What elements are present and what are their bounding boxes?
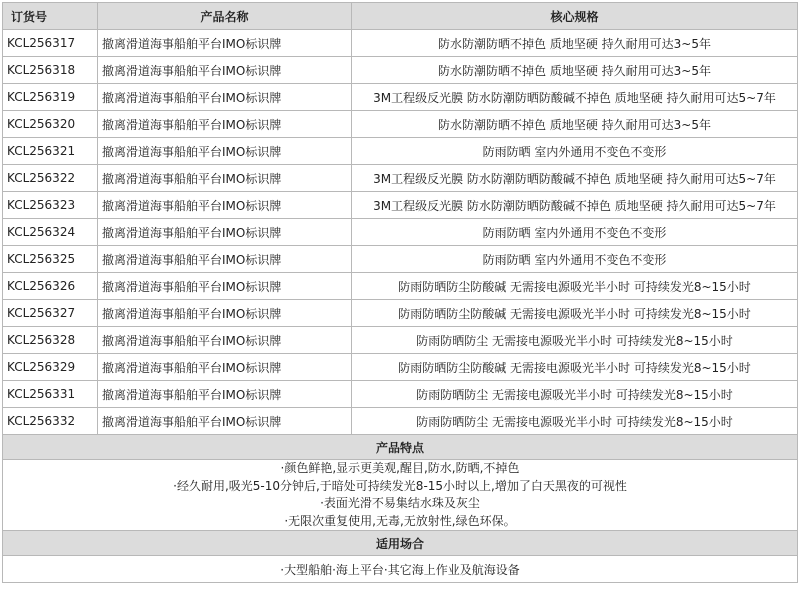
core-spec-cell: 3M工程级反光膜 防水防潮防晒防酸碱不掉色 质地坚硬 持久耐用可达5~7年 (352, 165, 798, 192)
table-row (3, 219, 798, 246)
scenarios-text: ·大型船舶·海上平台·其它海上作业及航海设备 (3, 556, 798, 583)
table-row (3, 273, 798, 300)
table-row (3, 408, 798, 435)
core-spec-cell: 防水防潮防晒不掉色 质地坚硬 持久耐用可达3~5年 (352, 57, 798, 84)
product-spec-table (2, 2, 798, 583)
header-order-no: 订货号 (3, 3, 98, 30)
features-title: 产品特点 (3, 435, 798, 460)
table-row (3, 192, 798, 219)
product-name-cell: 撤离滑道海事船舶平台IMO标识牌 (98, 192, 352, 219)
order-no-cell: KCL256325 (3, 246, 98, 273)
order-no-cell: KCL256326 (3, 273, 98, 300)
features-row (3, 460, 798, 531)
core-spec-cell: 防雨防晒 室内外通用不变色不变形 (352, 219, 798, 246)
table-row (3, 57, 798, 84)
feature-item: ·经久耐用,吸光5-10分钟后,于暗处可持续发光8-15小时以上,增加了白天黑夜的可视性 (173, 478, 627, 493)
core-spec-cell: 3M工程级反光膜 防水防潮防晒防酸碱不掉色 质地坚硬 持久耐用可达5~7年 (352, 84, 798, 111)
core-spec-cell: 防雨防晒 室内外通用不变色不变形 (352, 246, 798, 273)
table-row (3, 354, 798, 381)
product-name-cell: 撤离滑道海事船舶平台IMO标识牌 (98, 165, 352, 192)
core-spec-cell: 防雨防晒防尘 无需接电源吸光半小时 可持续发光8~15小时 (352, 327, 798, 354)
order-no-cell: KCL256332 (3, 408, 98, 435)
core-spec-cell: 防水防潮防晒不掉色 质地坚硬 持久耐用可达3~5年 (352, 111, 798, 138)
table-row (3, 138, 798, 165)
core-spec-cell: 防雨防晒防尘防酸碱 无需接电源吸光半小时 可持续发光8~15小时 (352, 354, 798, 381)
scenarios-header-row (3, 531, 798, 556)
table-row (3, 246, 798, 273)
order-no-cell: KCL256320 (3, 111, 98, 138)
order-no-cell: KCL256327 (3, 300, 98, 327)
product-name-cell: 撤离滑道海事船舶平台IMO标识牌 (98, 246, 352, 273)
table-row (3, 30, 798, 57)
product-name-cell: 撤离滑道海事船舶平台IMO标识牌 (98, 381, 352, 408)
product-name-cell: 撤离滑道海事船舶平台IMO标识牌 (98, 111, 352, 138)
order-no-cell: KCL256324 (3, 219, 98, 246)
order-no-cell: KCL256329 (3, 354, 98, 381)
table-row (3, 381, 798, 408)
feature-item: ·表面光滑不易集结水珠及灰尘 (320, 496, 480, 510)
core-spec-cell: 防雨防晒防尘 无需接电源吸光半小时 可持续发光8~15小时 (352, 381, 798, 408)
product-name-cell: 撤离滑道海事船舶平台IMO标识牌 (98, 219, 352, 246)
table-row (3, 84, 798, 111)
product-name-cell: 撤离滑道海事船舶平台IMO标识牌 (98, 57, 352, 84)
scenarios-row (3, 556, 798, 583)
product-name-cell: 撤离滑道海事船舶平台IMO标识牌 (98, 30, 352, 57)
order-no-cell: KCL256321 (3, 138, 98, 165)
product-name-cell: 撤离滑道海事船舶平台IMO标识牌 (98, 300, 352, 327)
table-row (3, 111, 798, 138)
features-header-row (3, 435, 798, 460)
core-spec-cell: 防雨防晒防尘防酸碱 无需接电源吸光半小时 可持续发光8~15小时 (352, 300, 798, 327)
header-row (3, 3, 798, 30)
product-name-cell: 撤离滑道海事船舶平台IMO标识牌 (98, 84, 352, 111)
table-body (3, 30, 798, 435)
scenarios-title: 适用场合 (3, 531, 798, 556)
feature-item: ·颜色鲜艳,显示更美观,醒目,防水,防晒,不掉色 (280, 461, 520, 475)
order-no-cell: KCL256319 (3, 84, 98, 111)
product-name-cell: 撤离滑道海事船舶平台IMO标识牌 (98, 327, 352, 354)
order-no-cell: KCL256328 (3, 327, 98, 354)
core-spec-cell: 防雨防晒防尘 无需接电源吸光半小时 可持续发光8~15小时 (352, 408, 798, 435)
header-core-spec: 核心规格 (352, 3, 798, 30)
order-no-cell: KCL256331 (3, 381, 98, 408)
core-spec-cell: 3M工程级反光膜 防水防潮防晒防酸碱不掉色 质地坚硬 持久耐用可达5~7年 (352, 192, 798, 219)
product-name-cell: 撤离滑道海事船舶平台IMO标识牌 (98, 408, 352, 435)
features-cell (3, 460, 798, 531)
order-no-cell: KCL256322 (3, 165, 98, 192)
product-name-cell: 撤离滑道海事船舶平台IMO标识牌 (98, 273, 352, 300)
product-name-cell: 撤离滑道海事船舶平台IMO标识牌 (98, 354, 352, 381)
product-name-cell: 撤离滑道海事船舶平台IMO标识牌 (98, 138, 352, 165)
order-no-cell: KCL256318 (3, 57, 98, 84)
core-spec-cell: 防雨防晒防尘防酸碱 无需接电源吸光半小时 可持续发光8~15小时 (352, 273, 798, 300)
core-spec-cell: 防水防潮防晒不掉色 质地坚硬 持久耐用可达3~5年 (352, 30, 798, 57)
feature-item: ·无限次重复使用,无毒,无放射性,绿色环保。 (284, 513, 516, 528)
header-product-name: 产品名称 (98, 3, 352, 30)
order-no-cell: KCL256323 (3, 192, 98, 219)
core-spec-cell: 防雨防晒 室内外通用不变色不变形 (352, 138, 798, 165)
table-row (3, 327, 798, 354)
table-row (3, 300, 798, 327)
order-no-cell: KCL256317 (3, 30, 98, 57)
table-row (3, 165, 798, 192)
